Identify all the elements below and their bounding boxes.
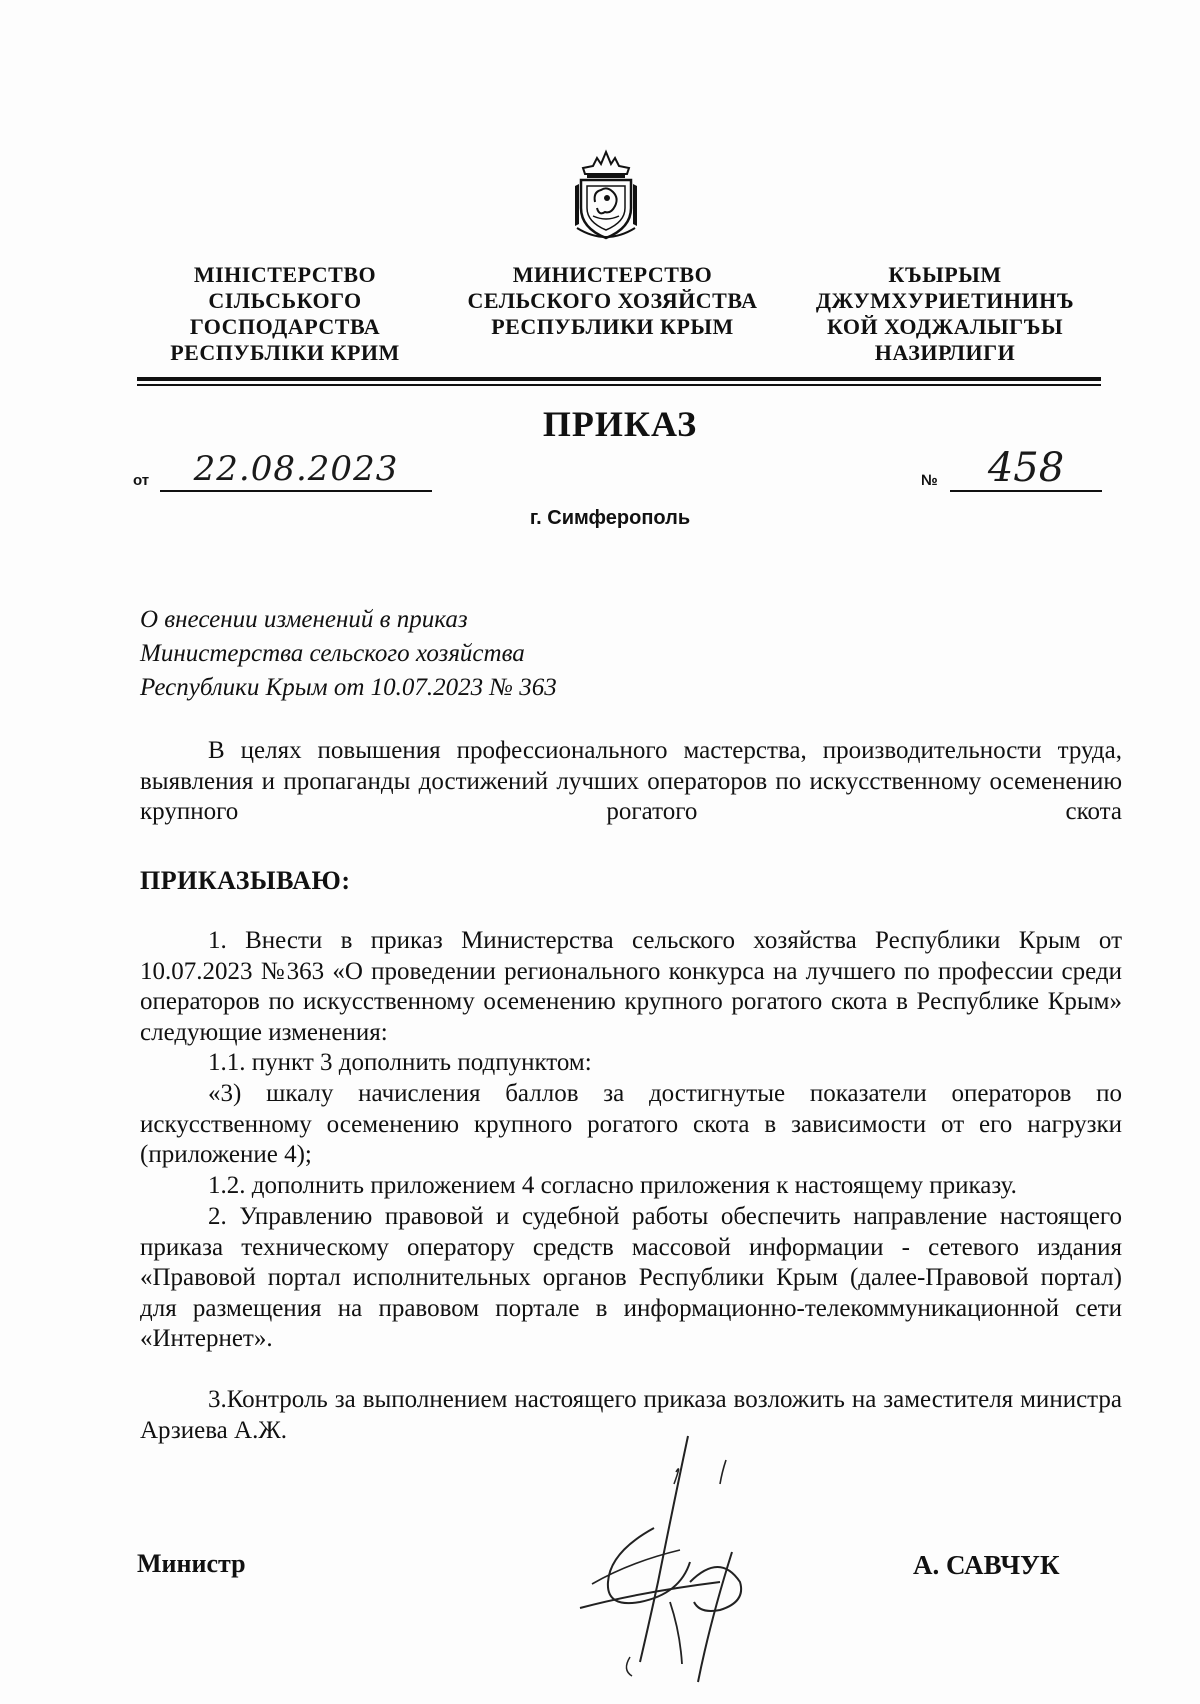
header-divider-thin: [137, 384, 1101, 386]
number-handwritten: 458: [950, 446, 1102, 492]
handwritten-signature: [570, 1432, 800, 1687]
coat-of-arms-icon: [571, 146, 641, 242]
paragraph-1-1: 1.1. пункт 3 дополнить подпунктом:: [208, 1049, 592, 1076]
date-handwritten: 22.08.2023: [160, 448, 432, 492]
number-label: №: [921, 472, 938, 489]
intro-paragraph: В целях повышения профессионального мастерства, производительности труда, выявления и пропаганды достижений лучших операторов по искусственному осеменению крупного рогатого скота: [140, 737, 1122, 826]
signatory-title: Министр: [137, 1549, 246, 1578]
paragraph-2: 2. Управлению правовой и судебной работы обеспечить направление настоящего приказа техническому оператору средств массовой информации - сетевого издания «Правовой портал исполнительных органов Республики Крым (далее-Правовой портал) для размещения на правовом портале в информационно-телекоммуникационной сети «Интернет».: [140, 1203, 1122, 1353]
decree-heading: ПРИКАЗЫВАЮ:: [140, 866, 351, 895]
subject-heading: О внесении изменений в приказ Министерства сельского хозяйства Республики Крым от 10.07.2023 № 363: [140, 606, 557, 701]
city: г. Симферополь: [529, 507, 691, 529]
header-divider-thick: [137, 377, 1101, 381]
date-label: от: [133, 472, 150, 489]
signatory-name: А. САВЧУК: [913, 1550, 1060, 1580]
ministry-name-russian: МИНИСТЕРСТВО СЕЛЬСКОГО ХОЗЯЙСТВА РЕСПУБЛИКИ КРЫМ: [467, 262, 758, 339]
ministry-name-ukrainian: МІНІСТЕРСТВО СІЛЬСЬКОГО ГОСПОДАРСТВА РЕСПУБЛІКИ КРИМ: [170, 262, 400, 365]
paragraph-1-1-quote: «3) шкалу начисления баллов за достигнутые показатели операторов по искусственному осеменению крупного рогатого скота в зависимости от его нагрузки (приложение 4);: [140, 1080, 1122, 1169]
ministry-name-crimean-tatar: КЪЫРЫМ ДЖУМХУРИЕТИНИНЪ КОЙ ХОДЖАЛЫГЪЫ НАЗИРЛИГИ: [815, 262, 1075, 365]
paragraph-1-2: 1.2. дополнить приложением 4 согласно приложения к настоящему приказу.: [208, 1172, 1017, 1199]
paragraph-3: 3.Контроль за выполнением настоящего приказа возложить на заместителя министра Арзиева А.Ж.: [140, 1386, 1122, 1444]
paragraph-1: 1. Внести в приказ Министерства сельского хозяйства Республики Крым от 10.07.2023 №363 «О проведении регионального конкурса на лучшего по профессии среди операторов по искусственному осеменению крупного рогатого скота в Республике Крым» следующие изменения:: [140, 927, 1122, 1046]
document-title: ПРИКАЗ: [542, 404, 698, 444]
